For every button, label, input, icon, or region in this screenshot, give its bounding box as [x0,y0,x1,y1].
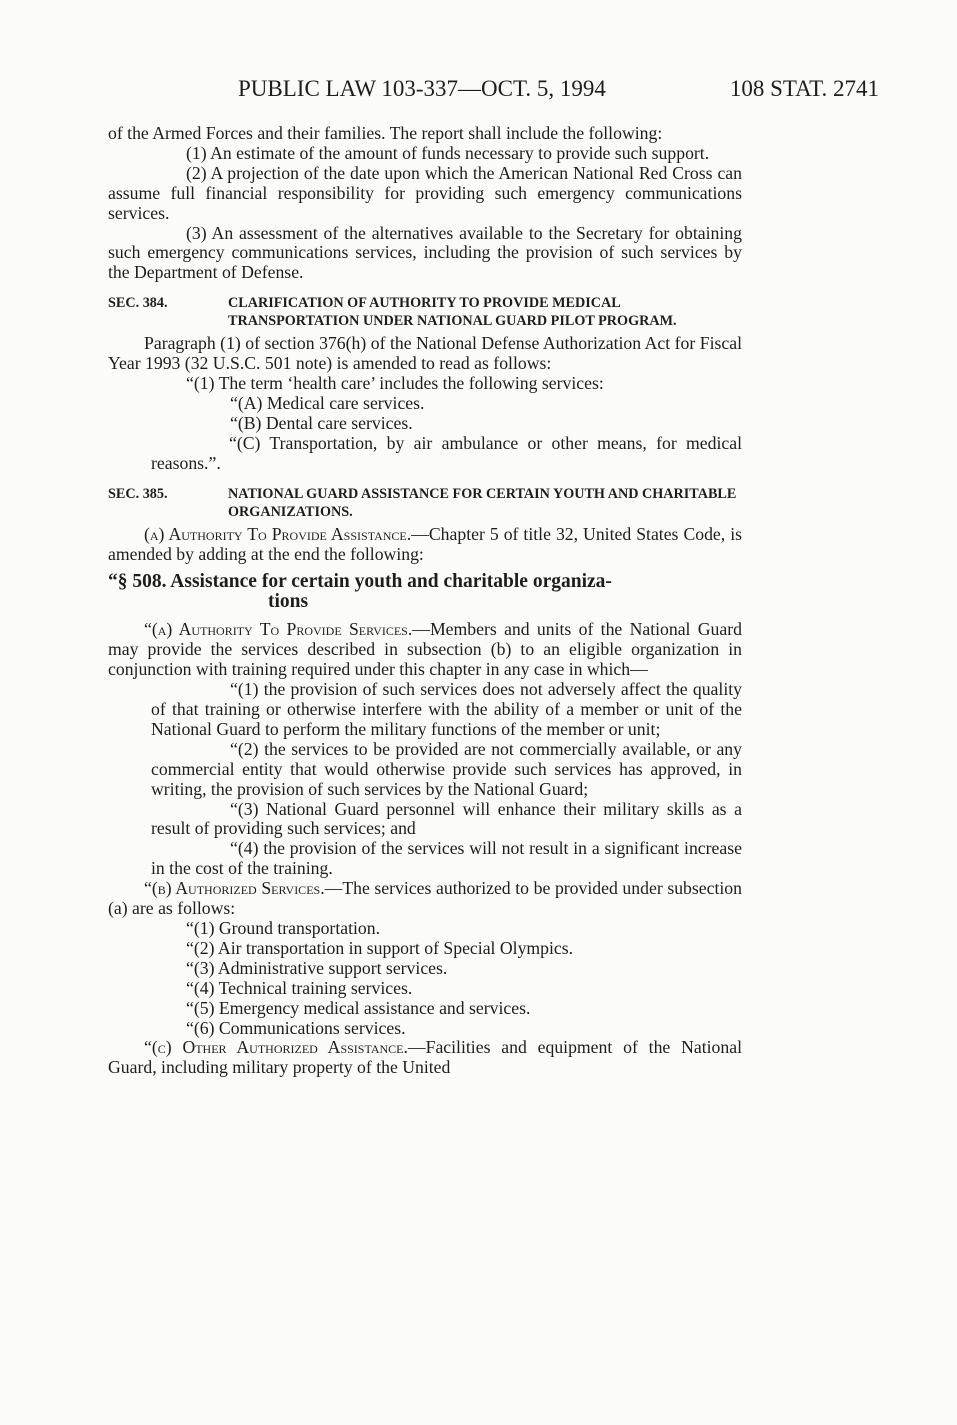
running-title: PUBLIC LAW 103-337—OCT. 5, 1994 [238,76,606,101]
section-title: NATIONAL GUARD ASSISTANCE FOR CERTAIN YOUTH AND CHARITABLE ORGANIZATIONS. [228,485,737,520]
s508-b-item-2: “(2) Air transportation in support of Special Olympics. [186,937,574,958]
subsection-text: —Chapter 5 of title 32, United States Code, is amended by adding at the end the following: [108,523,742,564]
section-508-title [108,572,742,612]
intro-item-2: (2) A projection of the date upon which the American National Red Cross can assume full financial responsibility for providing such emergency communications services. [108,162,742,223]
sec385-subsection-a [108,525,742,565]
section-number: SEC. 384. [108,295,168,312]
intro-item-3: (3) An assessment of the alternatives available to the Secretary for obtaining such emergency communications services, including the provision of such services by the Department of Defense. [108,222,742,283]
subsection-text: —Members and units of the National Guard may provide the services described in subsection (b) to an eligible organization in conjunction with training required under this chapter in any case in which— [108,619,742,680]
section-title: CLARIFICATION OF AUTHORITY TO PROVIDE MEDICAL TRANSPORTATION UNDER NATIONAL GUARD PILOT PROGRAM. [228,295,677,330]
subsection-label: “(a) Authority To Provide Services. [144,619,413,640]
s508-subsection-c [108,1038,742,1078]
subsection-label: “(c) Other Authorized Assistance. [144,1037,408,1058]
page-header [108,76,879,106]
subsection-text: —Facilities and equipment of the National Guard, including military property of the United [108,1037,742,1078]
sec384-item-c: “(C) Transportation, by air ambulance or other means, for medical reasons.”. [151,432,742,473]
s508-a-item-2: “(2) the services to be provided are not commercially available, or any commercial entity that would otherwise provide such services has approved, in writing, the provision of such services by the National Guard; [151,738,742,799]
s508-b-item-1: “(1) Ground transportation. [186,918,381,938]
s508-b-item-5: “(5) Emergency medical assistance and services. [186,997,531,1018]
s508-b-item-6: “(6) Communications services. [186,1017,406,1038]
section-384-heading [108,294,742,330]
s508-subsection-b [108,879,742,919]
s508-b-item-3: “(3) Administrative support services. [186,957,448,978]
section-number: SEC. 385. [108,485,168,502]
s508-a-item-3: “(3) National Guard personnel will enhance their military skills as a result of providing such services; and [151,798,742,839]
sec384-item-b: “(B) Dental care services. [230,412,413,433]
s508-a-item-4: “(4) the provision of the services will not result in a significant increase in the cost of the training. [151,838,742,879]
s508-a-item-1: “(1) the provision of such services does not adversely affect the quality of that training or otherwise interfere with the ability of a member or unit of the National Guard to perform the military functions of the member or unit; [151,679,742,739]
document-body [108,124,742,1078]
s508-subsection-a [108,620,742,680]
section-508-title-line1: “§ 508. Assistance for certain youth and charitable organiza- [108,571,612,593]
section-508-title-line2: tions [268,591,309,613]
intro-item-1: (1) An estimate of the amount of funds necessary to provide such support. [186,142,710,163]
sec384-definition: “(1) The term ‘health care’ includes the following services: [186,373,604,394]
section-385-heading [108,485,742,521]
subsection-label: (a) Authority To Provide Assistance. [144,523,412,544]
stat-page-number: 108 STAT. 2741 [729,76,879,101]
sec384-paragraph: Paragraph (1) of section 376(h) of the National Defense Authorization Act for Fiscal Year 1993 (32 U.S.C. 501 note) is amended to read as follows: [108,333,742,374]
subsection-label: “(b) Authorized Services. [144,878,325,899]
intro-paragraph: of the Armed Forces and their families. The report shall include the following: [108,123,663,143]
sec384-item-a: “(A) Medical care services. [230,392,425,413]
subsection-text: —The services authorized to be provided under subsection (a) are as follows: [108,878,742,919]
s508-b-item-4: “(4) Technical training services. [186,977,413,998]
